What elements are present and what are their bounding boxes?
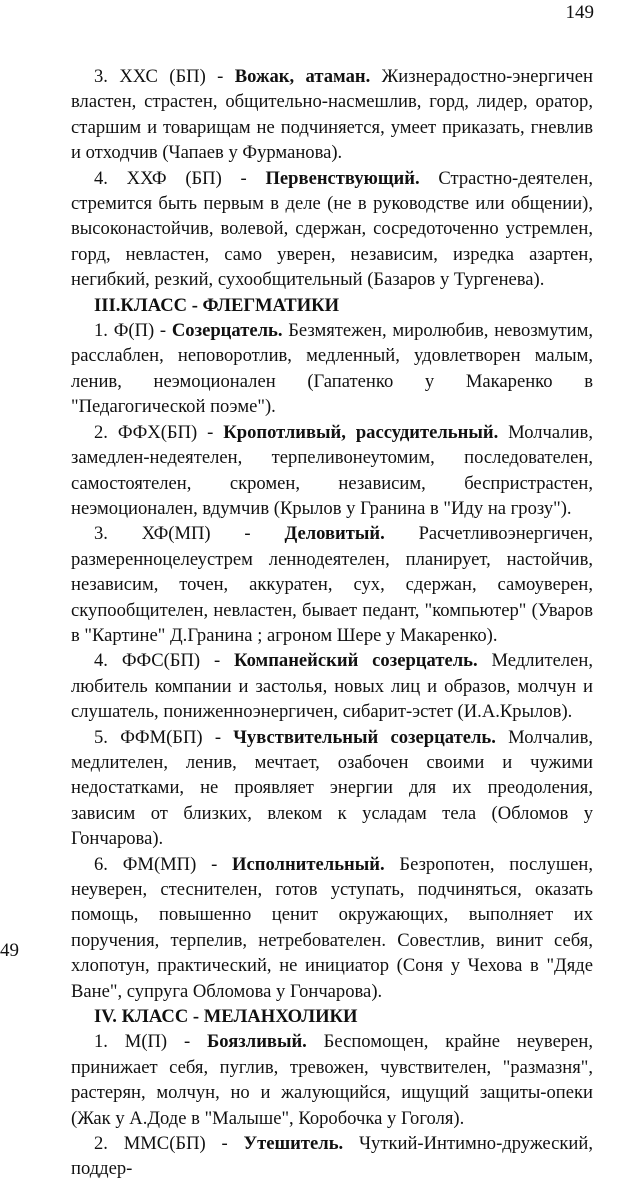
type-code: 4. ФФС(БП) - (94, 650, 235, 672)
paragraph-sensitive-contemplator (71, 725, 593, 852)
type-description: Безропотен, послушен, неуверен, стеснителен, готов уступать, подчиняться, оказать помощь, повышенно ценит окружающих, выполняет их поручения, терпелив, нетребователен. Совестлив, винит себя, хлопотун, практический, не инициатор (Соня у Чехова в "Дяде Ване", супруга Обломова у Гончарова). (71, 853, 593, 1002)
type-code: 4. ХХФ (БП) - (94, 167, 266, 189)
paragraph-first-place (71, 166, 593, 293)
type-code: 1. Ф(П) - (94, 320, 172, 342)
page-body (71, 64, 593, 1182)
section-heading-phlegmatics: III.КЛАСС - ФЛЕГМАТИКИ (94, 294, 340, 316)
type-code: 3. ХХС (БП) - (94, 66, 235, 87)
type-name: Деловитый. (284, 523, 385, 545)
page-number-bottom: 49 (0, 940, 19, 961)
paragraph-contemplator (71, 318, 593, 420)
type-description: Медлителен, любитель компании и застолья, новых лиц и образов, молчун и слушатель, пониженноэнергичен, сибарит-эстет (И.А.Крылов). (71, 650, 593, 723)
type-name: Компанейский созерцатель. (234, 650, 478, 672)
type-description: Жизнерадостно-энергичен властен, страстен, общительно-насмешлив, горд, лидер, оратор, старшим и товарищам не подчиняется, умеет приказать, гневлив и отходчив (Чапаев у Фурманова). (71, 66, 593, 164)
type-name: Боязливый. (207, 1031, 307, 1053)
section-heading-melancholics: IV. КЛАСС - МЕЛАНХОЛИКИ (94, 1006, 358, 1028)
type-name: Чувствительный созерцатель. (233, 726, 496, 748)
page-number-top: 149 (565, 2, 594, 23)
paragraph-comforter (71, 1131, 593, 1182)
type-code: 5. ФФМ(БП) - (94, 726, 234, 748)
paragraph-executive (71, 852, 593, 1004)
type-code: 2. ФФХ(БП) - (94, 421, 224, 443)
type-description: Безмятежен, миролюбив, невозмутим, расслаблен, неповоротлив, медленный, удовлетворен малым, ленив, неэмоционален (Гапатенко у Макаренко в "Педагогической поэме"). (71, 320, 593, 418)
type-description: Беспомощен, крайне неуверен, принижает себя, пуглив, тревожен, чувствителен, "размазня", растерян, молчун, но и жалующийся, ищущий защиты-опеки (Жак у А.Доде в "Малыше", Коробочка у Гоголя). (71, 1031, 593, 1129)
type-description: Молчалив, замедлен-недеятелен, терпеливонеутомим, последователен, самостоятелен, скромен, независим, беспристрастен, неэмоционален, вдумчив (Крылов у Гранина в "Иду на грозу"). (71, 421, 593, 519)
type-name: Утешитель. (243, 1133, 344, 1155)
paragraph-timid (71, 1029, 593, 1131)
type-name: Исполнительный. (232, 853, 385, 875)
type-code: 3. ХФ(МП) - (94, 523, 285, 545)
type-code: 6. ФМ(МП) - (94, 853, 233, 875)
type-name: Первенствующий. (265, 167, 420, 189)
type-code: 1. М(П) - (94, 1031, 207, 1053)
paragraph-businesslike (71, 521, 593, 648)
paragraph-sociable-contemplator (71, 648, 593, 724)
type-name: Созерцатель. (171, 320, 283, 342)
paragraph-leader (71, 64, 593, 166)
type-name: Кропотливый, рассудительный. (223, 421, 499, 443)
type-description: Молчалив, медлителен, ленив, мечтает, озабочен своими и чужими недостатками, не проявляет энергии для их преодоления, зависим от близких, влеком к усладам тела (Обломов у Гончарова). (71, 726, 593, 850)
type-description: Чуткий-Интимно-дружеский, поддер- (71, 1133, 593, 1180)
paragraph-meticulous (71, 420, 593, 522)
type-description: Страстно-деятелен, стремится быть первым в деле (не в руководстве или общении), высоконастойчив, волевой, сдержан, сосредоточенно устремлен, горд, невластен, само уверен, независим, изредка азартен, негибкий, резкий, сухообщительный (Базаров у Тургенева). (71, 167, 593, 291)
type-name: Вожак, атаман. (234, 66, 371, 87)
type-description: Расчетливоэнергичен, размеренноцелеустрем леннодеятелен, планирует, настойчив, независим, точен, аккуратен, сух, сдержан, самоуверен, скупообщителен, невластен, бывает педант, "компьютер" (Уваров в "Картине" Д.Гранина ; агроном Шере у Макаренко). (71, 523, 593, 646)
type-code: 2. ММС(БП) - (94, 1133, 244, 1155)
